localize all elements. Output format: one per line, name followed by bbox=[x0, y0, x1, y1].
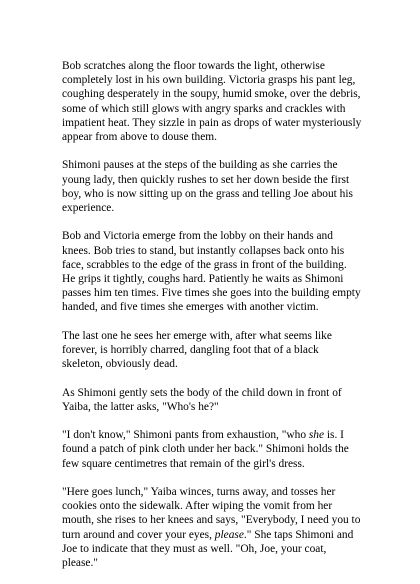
emphasized-word: she bbox=[308, 429, 325, 442]
emphasized-word: please bbox=[214, 528, 244, 541]
paragraph bbox=[62, 485, 362, 570]
paragraph: Bob and Victoria emerge from the lobby on their hands and knees. Bob tries to stand, but instantly collapses back onto his face, scrabbles to the edge of the grass in front of the building. He grips it tightly, coughs hard. Patiently he waits as Shimoni passes him ten times. Five times she goes into the building empty handed, and five times she emerges with another victim. bbox=[62, 230, 361, 314]
paragraph bbox=[62, 428, 362, 471]
paragraph-text: ." She taps Shimoni and Joe to indicate that they must as well. "Oh, Joe, your coat, please." bbox=[62, 528, 354, 570]
paragraph: As Shimoni gently sets the body of the child down in front of Yaiba, the latter asks, "Who's he?" bbox=[62, 386, 342, 413]
paragraph-text: "I don't know," Shimoni pants from exhaustion, "who bbox=[62, 429, 309, 442]
paragraph-text: "Here goes lunch," Yaiba winces, turns away, and tosses her cookies onto the sidewalk. After wiping the vomit from her mouth, she rises to her knees and says, "Everybody, I need you to turn around and cover your eyes, bbox=[62, 486, 361, 541]
body-text bbox=[62, 59, 362, 584]
paragraph: Shimoni pauses at the steps of the building as she carries the young lady, then quickly rushes to set her down beside the first boy, who is now sitting up on the grass and telling Joe about his experience. bbox=[62, 159, 353, 215]
paragraph: Bob scratches along the floor towards the light, otherwise completely lost in his own building. Victoria grasps his pant leg, coughing desperately in the soupy, humid smoke, over the debris, some of which still glows with angry sparks and crackles with impatient heat. They sizzle in pain as drops of water mysteriously appear from above to douse them. bbox=[62, 60, 362, 144]
paragraph-text: is. I found a patch of pink cloth under her back." Shimoni holds the few square centimetres that remain of the girl's dress. bbox=[62, 429, 349, 470]
paragraph: The last one he sees her emerge with, after what seems like forever, is horribly charred, dangling foot that of a black skeleton, obviously dead. bbox=[62, 329, 332, 371]
